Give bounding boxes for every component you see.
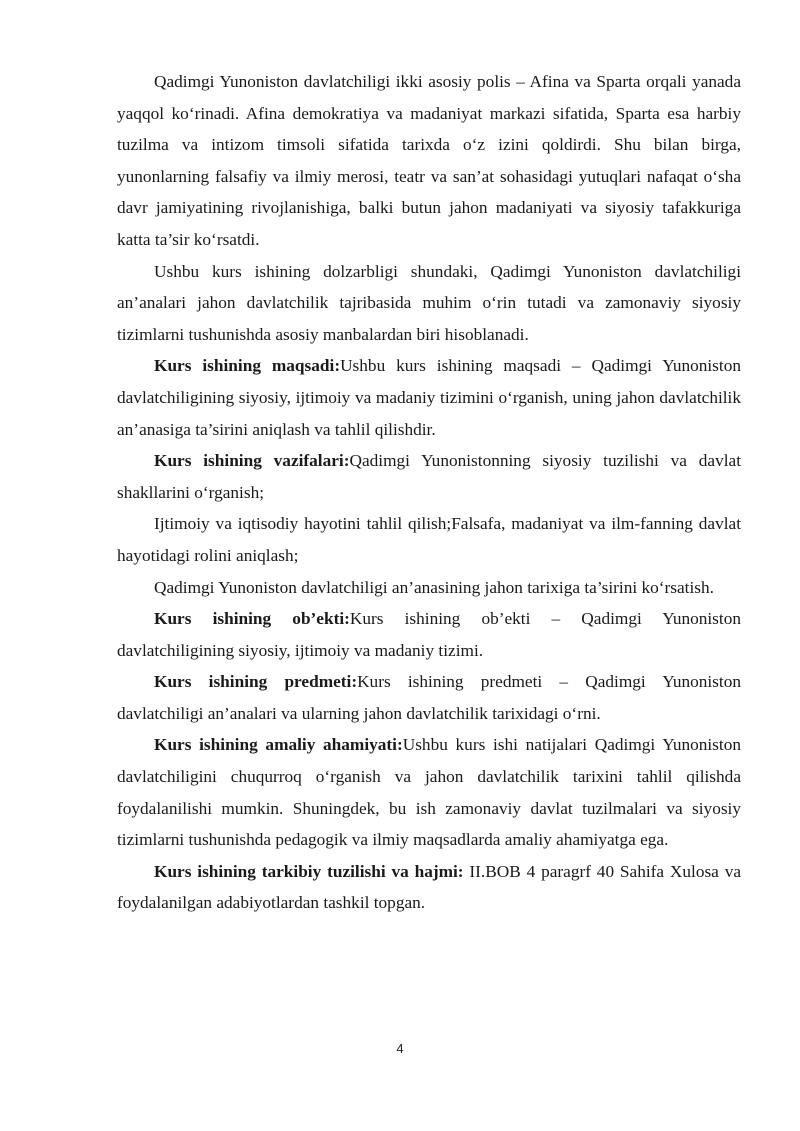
paragraph-text: Kurs ishining predmeti – Qadimgi Yunoniston davlatchiligi an’analari va ularning jahon davlatchilik tarixidagi o‘rni.	[117, 672, 741, 723]
paragraph-task-influence	[117, 572, 741, 604]
paragraph-text: II.BOB 4 paragrf 40 Sahifa Xulosa va foydalanilgan adabiyotlardan tashkil topgan.	[117, 861, 741, 913]
paragraph-object	[117, 603, 741, 666]
page-body	[117, 66, 741, 919]
paragraph-heading: Kurs ishining predmeti:	[154, 672, 358, 692]
paragraph-heading: Kurs ishining amaliy ahamiyati:	[154, 735, 403, 755]
paragraph-heading: Kurs ishining maqsadi:	[154, 356, 341, 376]
paragraph-heading: Kurs ishining ob’ekti:	[154, 609, 350, 629]
paragraph-text: Ushbu kurs ishi natijalari Qadimgi Yunoniston davlatchiligini chuqurroq o‘rganish va jahon davlatchilik tarixini tahlil qilishda foydalanilishi mumkin. Shuningdek, bu ish zamonaviy davlat tuzilmalari va siyosiy tizimlarni tushunishda pedagogik va ilmiy maqsadlarda amaliy ahamiyatga ega.	[117, 735, 741, 850]
paragraph-structure	[117, 856, 741, 919]
paragraph-text: Qadimgi Yunoniston davlatchiligi an’anasining jahon tarixiga ta’sirini ko‘rsatish.	[154, 577, 714, 597]
paragraph-heading: Kurs ishining vazifalari:	[154, 451, 350, 471]
paragraph-text: Qadimgi Yunonistonning siyosiy tuzilishi va davlat shakllarini o‘rganish;	[117, 451, 741, 502]
paragraph-relevance	[117, 256, 741, 351]
paragraph-task-analysis	[117, 508, 741, 571]
paragraph-text: Ijtimoiy va iqtisodiy hayotini tahlil qilish;Falsafa, madaniyat va ilm-fanning davlat hayotidagi rolini aniqlash;	[117, 514, 741, 565]
paragraph-practical-value	[117, 729, 741, 855]
paragraph-heading: Kurs ishining tarkibiy tuzilishi va hajmi:	[154, 861, 464, 881]
paragraph-text: Kurs ishining ob’ekti – Qadimgi Yunoniston davlatchiligining siyosiy, ijtimoiy va madaniy tizimi.	[117, 609, 741, 660]
paragraph-tasks	[117, 445, 741, 508]
paragraph-goal	[117, 350, 741, 445]
paragraph-text: Qadimgi Yunoniston davlatchiligi ikki asosiy polis – Afina va Sparta orqali yanada yaqqol ko‘rinadi. Afina demokratiya va madaniyat markazi sifatida, Sparta esa harbiy tuzilma va intizom timsoli sifatida tarixda o‘z izini qoldirdi. Shu bilan birga, yunonlarning falsafiy va ilmiy merosi, teatr va san’at sohasidagi yutuqlari nafaqat o‘sha davr jamiyatining rivojlanishiga, balki butun jahon madaniyati va siyosiy tafakkuriga katta ta’sir ko‘rsatdi.	[117, 72, 741, 249]
paragraph-subject	[117, 666, 741, 729]
paragraph-text: Ushbu kurs ishining dolzarbligi shundaki, Qadimgi Yunoniston davlatchiligi an’analari jahon davlatchilik tajribasida muhim o‘rin tutadi va zamonaviy siyosiy tizimlarni tushunishda asosiy manbalardan biri hisoblanadi.	[117, 261, 741, 344]
paragraph-intro-polis	[117, 66, 741, 256]
page-number: 4	[396, 1041, 404, 1056]
paragraph-text: Ushbu kurs ishining maqsadi – Qadimgi Yunoniston davlatchiligining siyosiy, ijtimoiy va madaniy tizimini o‘rganish, uning jahon davlatchilik an’anasiga ta’sirini aniqlash va tahlil qilishdir.	[117, 356, 741, 439]
